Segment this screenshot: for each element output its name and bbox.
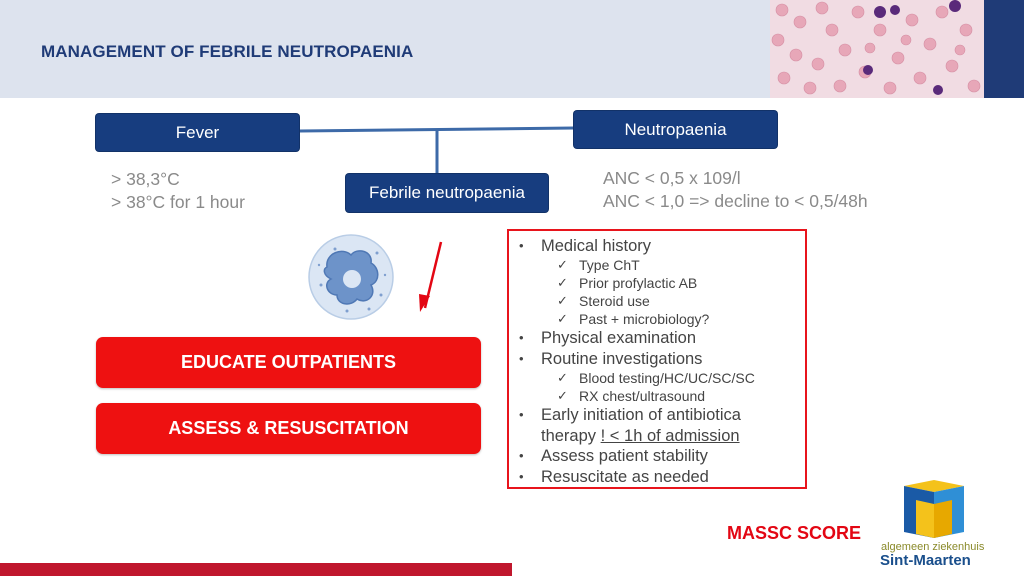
neutropaenia-label: Neutropaenia xyxy=(624,119,727,139)
check-icon: ✓ xyxy=(557,257,568,272)
neutropaenia-box xyxy=(574,111,777,148)
check-icon: ✓ xyxy=(557,311,568,326)
check-icon: ✓ xyxy=(557,388,568,403)
admission-window-note: ! < 1h of admission xyxy=(600,427,740,445)
neutrophil-illustration xyxy=(307,233,395,321)
febrile-neutropaenia-label: Febrile neutropaenia xyxy=(369,183,525,202)
neutropaenia-criteria xyxy=(603,167,868,213)
assess-resuscitation-label: ASSESS & RESUSCITATION xyxy=(168,418,409,438)
fever-box xyxy=(96,114,299,151)
medical-history-label: Medical history xyxy=(541,237,652,255)
fever-criteria xyxy=(111,168,245,214)
fever-label: Fever xyxy=(175,122,220,142)
assess-resuscitation-button[interactable] xyxy=(96,403,481,454)
massc-score-label: MASSC SCORE xyxy=(727,523,862,543)
fever-criterion-1: > 38,3°C xyxy=(111,169,180,189)
anc-criterion-2: ANC < 1,0 => decline to < 0,5/48h xyxy=(603,191,868,211)
check-icon: ✓ xyxy=(557,293,568,308)
anc-criterion-1: ANC < 0,5 x 109/l xyxy=(603,168,741,188)
page-title: MANAGEMENT OF FEBRILE NEUTROPAENIA xyxy=(41,42,414,61)
check-icon: ✓ xyxy=(557,275,568,290)
educate-outpatients-label: EDUCATE OUTPATIENTS xyxy=(181,352,396,372)
educate-outpatients-button[interactable] xyxy=(96,337,481,388)
check-icon: ✓ xyxy=(557,370,568,385)
footer-bar xyxy=(0,563,512,576)
febrile-neutropaenia-box xyxy=(346,174,548,212)
logo-name: Sint-Maarten xyxy=(880,552,971,569)
logo-subtitle: algemeen ziekenhuis xyxy=(881,541,985,553)
management-checklist: • Medical history ✓ Type ChT ✓ Prior profylactic AB ✓ Steroid use ✓ Past + microbiology? • Physical examination • Routine investigations ✓ Blood testing/HC/UC/SC/SC ✓ RX chest/ultrasound • Early initiation of antibiotica therapy ! < 1h of admission • Assess patient stability • Resuscitate as needed xyxy=(507,229,807,489)
fever-criterion-2: > 38°C for 1 hour xyxy=(111,192,245,212)
